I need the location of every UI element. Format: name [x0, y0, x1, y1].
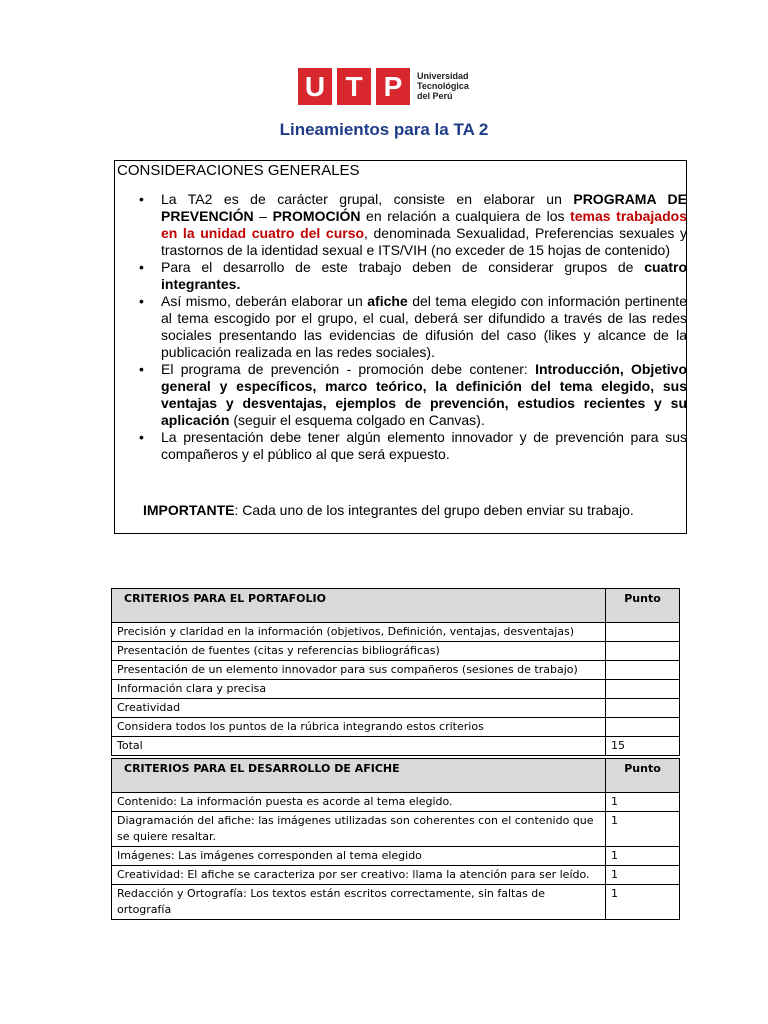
portfolio-header: CRITERIOS PARA EL PORTAFOLIO: [112, 589, 606, 623]
logo-letter-p: P: [376, 68, 410, 105]
poster-criteria-table: [111, 758, 680, 920]
table-row: Considera todos los puntos de la rúbrica integrando estos criterios: [112, 718, 680, 737]
page-title: Lineamientos para la TA 2: [279, 120, 489, 139]
list-item: • Así mismo, deberán elaborar un afiche del tema elegido con información pertinente al tema escogido por el grupo, el cual, deberá ser difundido a través de las redes sociales presentando las evidencias de difusión del caso (likes y alcance de la publicación realizada en las redes sociales).: [143, 293, 687, 361]
important-text: : Cada uno de los integrantes del grupo deben enviar su trabajo.: [234, 502, 634, 518]
poster-points-header: Punto: [606, 759, 680, 793]
table-row: Precisión y claridad en la información (objetivos, Definición, ventajas, desventajas): [112, 623, 680, 642]
table-row: Información clara y precisa: [112, 680, 680, 699]
logo-letter-u: U: [298, 68, 332, 105]
table-row: Total 15: [112, 737, 680, 756]
list-item: • Para el desarrollo de este trabajo deben de considerar grupos de cuatro integrantes.: [143, 259, 687, 293]
table-row: Imágenes: Las imágenes corresponden al tema elegido 1: [112, 847, 680, 866]
list-item: • El programa de prevención - promoción debe contener: Introducción, Objetivo general y específicos, marco teórico, la definición del tema elegido, sus ventajas y desventajas, ejemplos de prevención, estudios recientes y su aplicación (seguir el esquema colgado en Canvas).: [143, 361, 687, 429]
portfolio-points-header: Punto: [606, 589, 680, 623]
table-row: Presentación de fuentes (citas y referencias bibliográficas): [112, 642, 680, 661]
important-label: IMPORTANTE: [143, 502, 235, 518]
list-item: • La presentación debe tener algún elemento innovador y de prevención para sus compañeros y el público al que será expuesto.: [143, 429, 687, 463]
list-item: • La TA2 es de carácter grupal, consiste en elaborar un PROGRAMA DE PREVENCIÓN – PROMOCIÓN en relación a cualquiera de los temas trabajados en la unidad cuatro del curso, denominada Sexualidad, Preferencias sexuales y trastornos de la identidad sexual e ITS/VIH (no exceder de 15 hojas de contenido): [143, 191, 687, 259]
important-note: [143, 501, 663, 519]
logo-text: Universidad Tecnológica del Perú: [417, 71, 469, 101]
general-bullet-list: [143, 191, 687, 463]
general-heading: CONSIDERACIONES GENERALES: [117, 162, 360, 179]
table-row: Contenido: La información puesta es acorde al tema elegido. 1: [112, 793, 680, 812]
table-row: Diagramación del afiche: las imágenes utilizadas son coherentes con el contenido que se quiere resaltar. 1: [112, 812, 680, 847]
general-considerations-box: [114, 160, 687, 534]
logo-letter-t: T: [337, 68, 371, 105]
poster-header: CRITERIOS PARA EL DESARROLLO DE AFICHE: [112, 759, 606, 793]
table-row: Presentación de un elemento innovador para sus compañeros (sesiones de trabajo): [112, 661, 680, 680]
portfolio-criteria-table: [111, 588, 680, 756]
table-row: Creatividad: El afiche se caracteriza por ser creativo: llama la atención para ser leído. 1: [112, 866, 680, 885]
table-row: Redacción y Ortografía: Los textos están escritos correctamente, sin faltas de ortografía 1: [112, 885, 680, 920]
table-row: Creatividad: [112, 699, 680, 718]
